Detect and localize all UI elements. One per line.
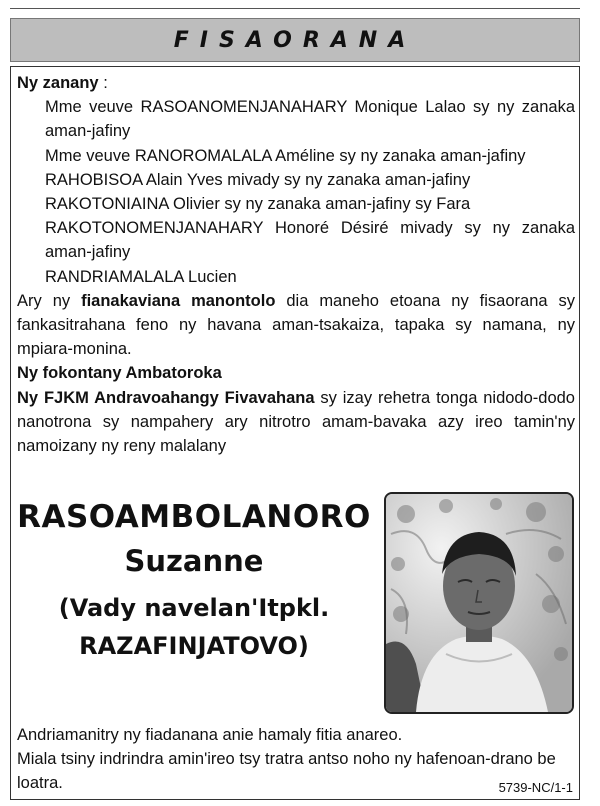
portrait-photo bbox=[384, 492, 574, 714]
child-line-3: RAHOBISOA Alain Yves mivady sy ny zanaka aman-jafiny bbox=[45, 170, 471, 189]
intro-label: Ny zanany bbox=[17, 74, 99, 92]
family-prefix: Ary ny bbox=[17, 291, 82, 310]
intro-suffix: : bbox=[98, 74, 108, 92]
family-bold: fianakaviana manontolo bbox=[81, 291, 276, 310]
church-paragraph bbox=[17, 386, 575, 459]
spouse-line-1: (Vady navelan'Itpkl. bbox=[58, 594, 330, 622]
reference-code: 5739-NC/1-1 bbox=[498, 780, 573, 795]
header-banner bbox=[10, 18, 580, 62]
child-line-2: Mme veuve RANOROMALALA Améline sy ny zanaka aman-jafiny bbox=[45, 146, 526, 165]
closing-line-1: Andriamanitry ny fiadanana anie hamaly fitia anareo. bbox=[17, 726, 403, 744]
deceased-surname: RASOAMBOLANORO bbox=[17, 499, 371, 535]
portrait-image bbox=[386, 494, 572, 712]
closing-text bbox=[17, 723, 575, 796]
deceased-name-block bbox=[15, 495, 373, 665]
child-line-5: RAKOTONOMENJANAHARY Honoré Désiré mivady sy ny zanaka aman-jafiny bbox=[45, 219, 575, 262]
top-rule bbox=[10, 8, 580, 9]
church-rest: sy izay rehetra tonga nidodo-dodo nanotrona sy nampahery ary nitrotro amam-bavaka azy ireo tamin'ny namoizany ny reny malalany bbox=[17, 388, 575, 456]
family-rest: dia maneho etoana ny fisaorana sy fankasitrahana feno ny havana aman-tsakaiza, tapaka sy namana, ny mpiara-monina. bbox=[17, 291, 575, 359]
family-paragraph bbox=[17, 289, 575, 362]
fokontany-line: Ny fokontany Ambatoroka bbox=[17, 364, 222, 383]
notice-frame bbox=[10, 8, 580, 798]
spouse-line-2: RAZAFINJATOVO) bbox=[79, 632, 309, 660]
intro-line bbox=[17, 71, 575, 95]
church-bold: Ny FJKM Andravoahangy Fivavahana bbox=[17, 388, 315, 407]
notice-box bbox=[10, 66, 580, 800]
header-title: FISAORANA bbox=[173, 27, 417, 53]
notice-text bbox=[17, 71, 575, 458]
child-line-1: Mme veuve RASOANOMENJANAHARY Monique Lalao sy ny zanaka aman-jafiny bbox=[45, 98, 575, 141]
child-line-6: RANDRIAMALALA Lucien bbox=[45, 267, 237, 286]
child-line-4: RAKOTONIAINA Olivier sy ny zanaka aman-jafiny sy Fara bbox=[45, 195, 471, 214]
deceased-firstname: Suzanne bbox=[124, 544, 264, 578]
closing-line-2: Miala tsiny indrindra amin'ireo tsy tratra antso noho ny hafenoan-drano be loatra. bbox=[17, 750, 556, 793]
